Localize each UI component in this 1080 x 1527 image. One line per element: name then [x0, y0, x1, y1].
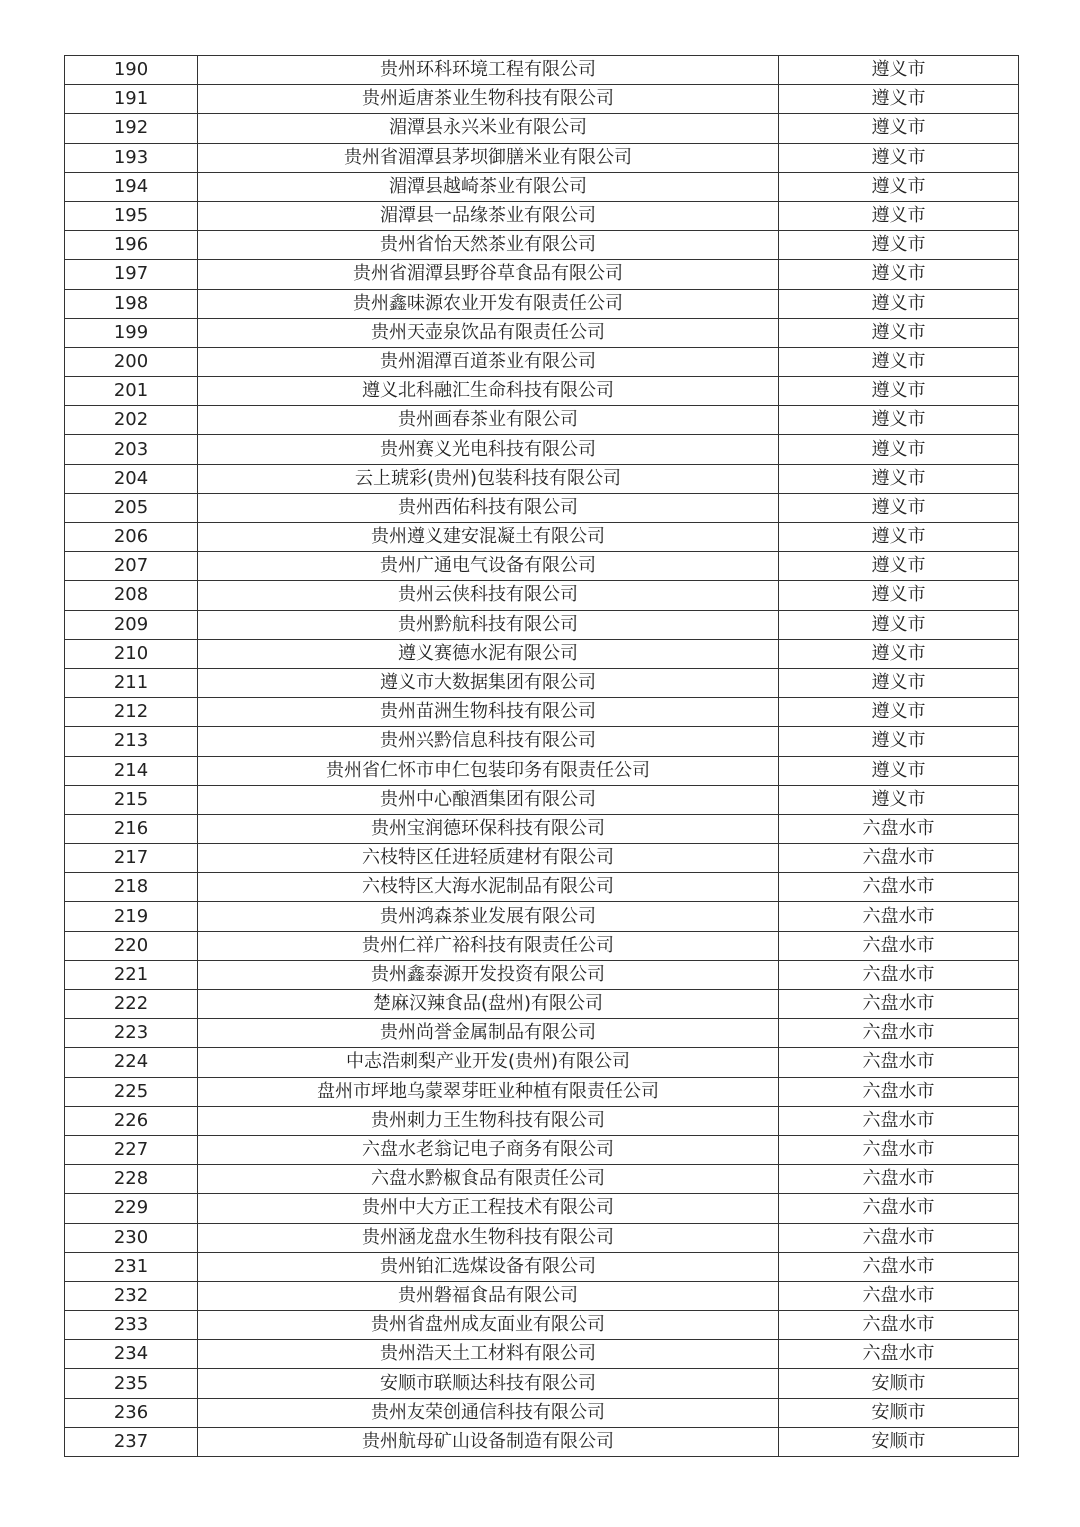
row-number-cell: 197	[65, 260, 198, 289]
company-name-cell: 贵州鑫味源农业开发有限责任公司	[198, 289, 779, 318]
row-number-cell: 202	[65, 406, 198, 435]
table-row	[65, 814, 1019, 843]
company-name-cell: 安顺市联顺达科技有限公司	[198, 1369, 779, 1398]
row-number-cell: 229	[65, 1194, 198, 1223]
company-name-cell: 贵州省怡天然茶业有限公司	[198, 231, 779, 260]
company-name-cell: 贵州仁祥广裕科技有限责任公司	[198, 931, 779, 960]
table-row	[65, 844, 1019, 873]
row-number-cell: 231	[65, 1252, 198, 1281]
table-row	[65, 1048, 1019, 1077]
city-cell: 六盘水市	[779, 931, 1019, 960]
table-row	[65, 1398, 1019, 1427]
row-number-cell: 214	[65, 756, 198, 785]
city-cell: 遵义市	[779, 114, 1019, 143]
table-row	[65, 610, 1019, 639]
company-name-cell: 贵州省盘州成友面业有限公司	[198, 1311, 779, 1340]
row-number-cell: 219	[65, 902, 198, 931]
company-name-cell: 贵州环科环境工程有限公司	[198, 56, 779, 85]
row-number-cell: 190	[65, 56, 198, 85]
table-row	[65, 668, 1019, 697]
company-name-cell: 贵州云侠科技有限公司	[198, 581, 779, 610]
row-number-cell: 206	[65, 523, 198, 552]
city-cell: 六盘水市	[779, 1223, 1019, 1252]
company-name-cell: 中志浩刺梨产业开发(贵州)有限公司	[198, 1048, 779, 1077]
table-row	[65, 1077, 1019, 1106]
table-row	[65, 902, 1019, 931]
company-name-cell: 贵州中心酿酒集团有限公司	[198, 785, 779, 814]
company-name-cell: 贵州刺力王生物科技有限公司	[198, 1106, 779, 1135]
row-number-cell: 192	[65, 114, 198, 143]
table-row	[65, 85, 1019, 114]
city-cell: 遵义市	[779, 435, 1019, 464]
row-number-cell: 209	[65, 610, 198, 639]
row-number-cell: 212	[65, 698, 198, 727]
company-name-cell: 遵义市大数据集团有限公司	[198, 668, 779, 697]
row-number-cell: 223	[65, 1019, 198, 1048]
city-cell: 六盘水市	[779, 990, 1019, 1019]
row-number-cell: 201	[65, 377, 198, 406]
company-name-cell: 贵州宝润德环保科技有限公司	[198, 814, 779, 843]
row-number-cell: 205	[65, 493, 198, 522]
company-name-cell: 贵州遵义建安混凝土有限公司	[198, 523, 779, 552]
table-body	[65, 56, 1019, 1457]
table-row	[65, 260, 1019, 289]
company-name-cell: 贵州画春茶业有限公司	[198, 406, 779, 435]
row-number-cell: 200	[65, 347, 198, 376]
row-number-cell: 193	[65, 143, 198, 172]
city-cell: 安顺市	[779, 1398, 1019, 1427]
company-name-cell: 贵州逅唐茶业生物科技有限公司	[198, 85, 779, 114]
table-row	[65, 493, 1019, 522]
city-cell: 六盘水市	[779, 1048, 1019, 1077]
company-list-table	[64, 55, 1019, 1457]
company-name-cell: 盘州市坪地乌蒙翠芽旺业种植有限责任公司	[198, 1077, 779, 1106]
company-name-cell: 遵义赛德水泥有限公司	[198, 639, 779, 668]
table-row	[65, 1135, 1019, 1164]
row-number-cell: 235	[65, 1369, 198, 1398]
city-cell: 遵义市	[779, 143, 1019, 172]
company-name-cell: 湄潭县永兴米业有限公司	[198, 114, 779, 143]
row-number-cell: 215	[65, 785, 198, 814]
company-name-cell: 贵州友荣创通信科技有限公司	[198, 1398, 779, 1427]
row-number-cell: 221	[65, 960, 198, 989]
city-cell: 六盘水市	[779, 1252, 1019, 1281]
table-row	[65, 172, 1019, 201]
table-row	[65, 464, 1019, 493]
table-row	[65, 56, 1019, 85]
city-cell: 六盘水市	[779, 1194, 1019, 1223]
city-cell: 遵义市	[779, 347, 1019, 376]
row-number-cell: 196	[65, 231, 198, 260]
city-cell: 遵义市	[779, 727, 1019, 756]
company-name-cell: 贵州省湄潭县野谷草食品有限公司	[198, 260, 779, 289]
company-name-cell: 贵州中大方正工程技术有限公司	[198, 1194, 779, 1223]
table-row	[65, 1019, 1019, 1048]
table-row	[65, 1340, 1019, 1369]
company-name-cell: 湄潭县越崎茶业有限公司	[198, 172, 779, 201]
row-number-cell: 199	[65, 318, 198, 347]
row-number-cell: 207	[65, 552, 198, 581]
company-name-cell: 云上琥彩(贵州)包装科技有限公司	[198, 464, 779, 493]
table-row	[65, 143, 1019, 172]
company-name-cell: 贵州天壶泉饮品有限责任公司	[198, 318, 779, 347]
table-row	[65, 1369, 1019, 1398]
company-name-cell: 贵州省湄潭县茅坝御膳米业有限公司	[198, 143, 779, 172]
row-number-cell: 237	[65, 1427, 198, 1456]
city-cell: 六盘水市	[779, 902, 1019, 931]
row-number-cell: 230	[65, 1223, 198, 1252]
company-name-cell: 六枝特区任进轻质建材有限公司	[198, 844, 779, 873]
row-number-cell: 191	[65, 85, 198, 114]
city-cell: 六盘水市	[779, 1311, 1019, 1340]
company-name-cell: 贵州鑫泰源开发投资有限公司	[198, 960, 779, 989]
city-cell: 遵义市	[779, 260, 1019, 289]
table-row	[65, 639, 1019, 668]
city-cell: 遵义市	[779, 406, 1019, 435]
row-number-cell: 226	[65, 1106, 198, 1135]
row-number-cell: 213	[65, 727, 198, 756]
company-name-cell: 贵州黔航科技有限公司	[198, 610, 779, 639]
table-row	[65, 960, 1019, 989]
table-row	[65, 1311, 1019, 1340]
table-row	[65, 1427, 1019, 1456]
row-number-cell: 218	[65, 873, 198, 902]
city-cell: 遵义市	[779, 756, 1019, 785]
table-row	[65, 873, 1019, 902]
row-number-cell: 203	[65, 435, 198, 464]
city-cell: 六盘水市	[779, 873, 1019, 902]
table-row	[65, 785, 1019, 814]
city-cell: 六盘水市	[779, 1165, 1019, 1194]
row-number-cell: 216	[65, 814, 198, 843]
city-cell: 安顺市	[779, 1427, 1019, 1456]
company-name-cell: 贵州尚誉金属制品有限公司	[198, 1019, 779, 1048]
city-cell: 六盘水市	[779, 1106, 1019, 1135]
city-cell: 六盘水市	[779, 844, 1019, 873]
city-cell: 遵义市	[779, 639, 1019, 668]
company-name-cell: 贵州省仁怀市申仁包装印务有限责任公司	[198, 756, 779, 785]
row-number-cell: 194	[65, 172, 198, 201]
row-number-cell: 233	[65, 1311, 198, 1340]
city-cell: 六盘水市	[779, 1135, 1019, 1164]
table-row	[65, 523, 1019, 552]
city-cell: 遵义市	[779, 698, 1019, 727]
table-row	[65, 114, 1019, 143]
company-name-cell: 六盘水黔椒食品有限责任公司	[198, 1165, 779, 1194]
table-row	[65, 698, 1019, 727]
table-row	[65, 990, 1019, 1019]
company-name-cell: 六枝特区大海水泥制品有限公司	[198, 873, 779, 902]
table-row	[65, 377, 1019, 406]
company-name-cell: 贵州磐福食品有限公司	[198, 1281, 779, 1310]
company-name-cell: 贵州西佑科技有限公司	[198, 493, 779, 522]
city-cell: 遵义市	[779, 464, 1019, 493]
table-row	[65, 406, 1019, 435]
table-row	[65, 1223, 1019, 1252]
row-number-cell: 217	[65, 844, 198, 873]
table-row	[65, 931, 1019, 960]
table-row	[65, 289, 1019, 318]
table-row	[65, 581, 1019, 610]
row-number-cell: 236	[65, 1398, 198, 1427]
table-row	[65, 231, 1019, 260]
row-number-cell: 227	[65, 1135, 198, 1164]
city-cell: 安顺市	[779, 1369, 1019, 1398]
city-cell: 遵义市	[779, 785, 1019, 814]
table-row	[65, 435, 1019, 464]
company-name-cell: 贵州赛义光电科技有限公司	[198, 435, 779, 464]
company-name-cell: 贵州浩天土工材料有限公司	[198, 1340, 779, 1369]
company-name-cell: 贵州苗洲生物科技有限公司	[198, 698, 779, 727]
company-name-cell: 贵州广通电气设备有限公司	[198, 552, 779, 581]
row-number-cell: 234	[65, 1340, 198, 1369]
company-name-cell: 楚麻汉辣食品(盘州)有限公司	[198, 990, 779, 1019]
company-name-cell: 湄潭县一品缘茶业有限公司	[198, 201, 779, 230]
row-number-cell: 225	[65, 1077, 198, 1106]
table-row	[65, 1252, 1019, 1281]
row-number-cell: 232	[65, 1281, 198, 1310]
table-row	[65, 1194, 1019, 1223]
row-number-cell: 211	[65, 668, 198, 697]
row-number-cell: 204	[65, 464, 198, 493]
table-row	[65, 1165, 1019, 1194]
city-cell: 遵义市	[779, 289, 1019, 318]
city-cell: 遵义市	[779, 610, 1019, 639]
company-name-cell: 贵州航母矿山设备制造有限公司	[198, 1427, 779, 1456]
row-number-cell: 195	[65, 201, 198, 230]
city-cell: 遵义市	[779, 523, 1019, 552]
company-name-cell: 贵州铂汇选煤设备有限公司	[198, 1252, 779, 1281]
table-row	[65, 318, 1019, 347]
city-cell: 六盘水市	[779, 1019, 1019, 1048]
row-number-cell: 228	[65, 1165, 198, 1194]
city-cell: 遵义市	[779, 172, 1019, 201]
row-number-cell: 222	[65, 990, 198, 1019]
city-cell: 六盘水市	[779, 1340, 1019, 1369]
row-number-cell: 224	[65, 1048, 198, 1077]
city-cell: 遵义市	[779, 231, 1019, 260]
city-cell: 六盘水市	[779, 960, 1019, 989]
table-row	[65, 1281, 1019, 1310]
city-cell: 遵义市	[779, 668, 1019, 697]
company-name-cell: 贵州涵龙盘水生物科技有限公司	[198, 1223, 779, 1252]
city-cell: 遵义市	[779, 493, 1019, 522]
company-name-cell: 贵州湄潭百道茶业有限公司	[198, 347, 779, 376]
city-cell: 遵义市	[779, 377, 1019, 406]
city-cell: 六盘水市	[779, 1077, 1019, 1106]
row-number-cell: 208	[65, 581, 198, 610]
city-cell: 六盘水市	[779, 814, 1019, 843]
city-cell: 遵义市	[779, 318, 1019, 347]
city-cell: 遵义市	[779, 85, 1019, 114]
table-row	[65, 552, 1019, 581]
table-row	[65, 727, 1019, 756]
table-row	[65, 756, 1019, 785]
city-cell: 遵义市	[779, 56, 1019, 85]
row-number-cell: 220	[65, 931, 198, 960]
row-number-cell: 198	[65, 289, 198, 318]
row-number-cell: 210	[65, 639, 198, 668]
company-name-cell: 六盘水老翁记电子商务有限公司	[198, 1135, 779, 1164]
city-cell: 遵义市	[779, 581, 1019, 610]
city-cell: 遵义市	[779, 201, 1019, 230]
table-row	[65, 347, 1019, 376]
table-row	[65, 1106, 1019, 1135]
company-name-cell: 贵州鸿森茶业发展有限公司	[198, 902, 779, 931]
table-row	[65, 201, 1019, 230]
company-name-cell: 遵义北科融汇生命科技有限公司	[198, 377, 779, 406]
city-cell: 六盘水市	[779, 1281, 1019, 1310]
city-cell: 遵义市	[779, 552, 1019, 581]
company-name-cell: 贵州兴黔信息科技有限公司	[198, 727, 779, 756]
